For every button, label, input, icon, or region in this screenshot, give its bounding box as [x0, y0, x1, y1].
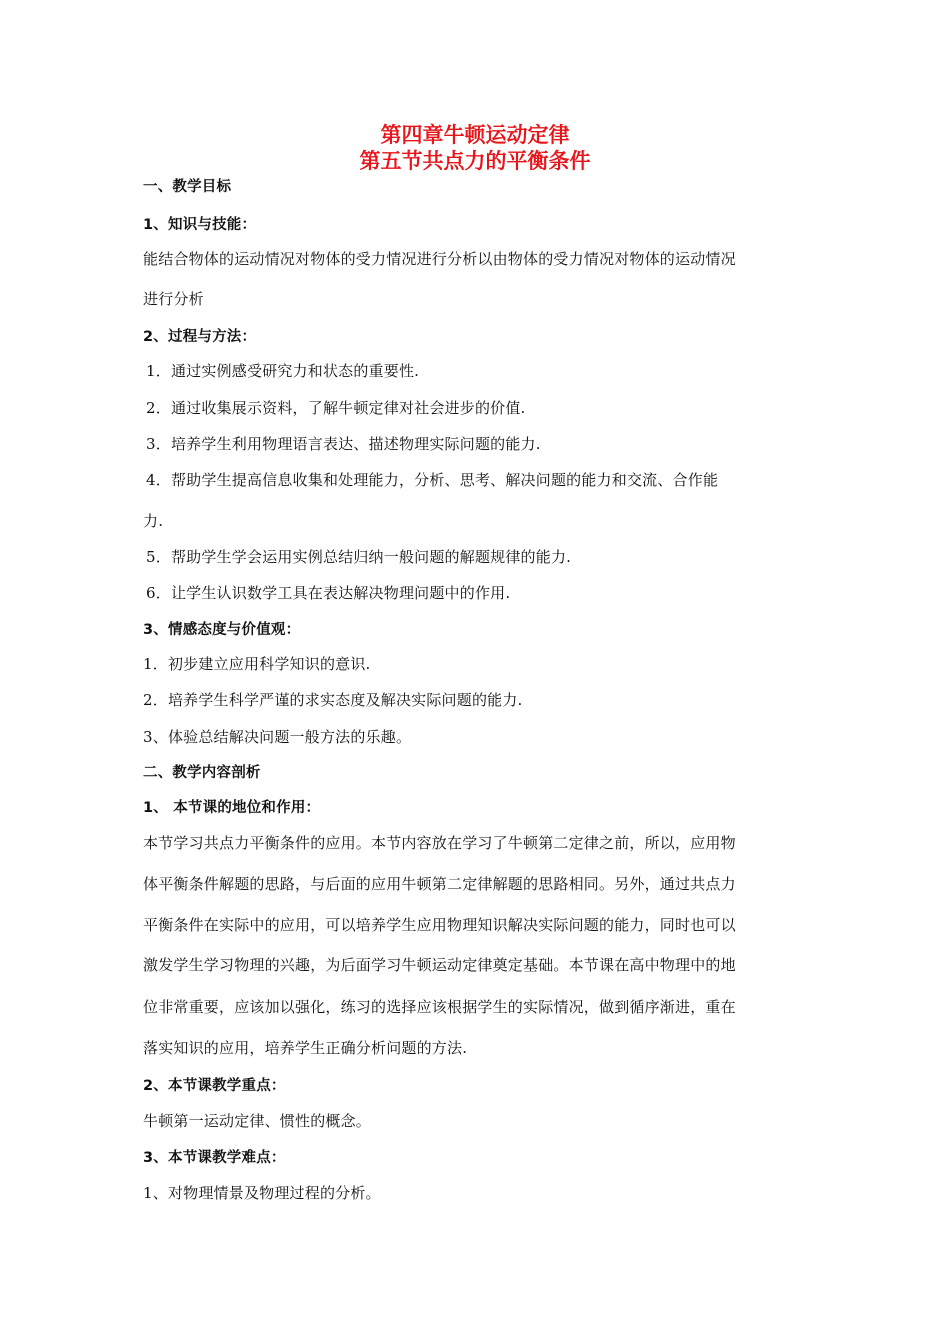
heading-emotion-values: 3、情感态度与价值观： [143, 622, 301, 638]
list-item: 3．培养学生利用物理语言表达、描述物理实际问题的能力. [146, 435, 541, 453]
list-item: 3、体验总结解决问题一般方法的乐趣。 [143, 728, 412, 746]
section-title: 第五节共点力的平衡条件 [359, 149, 591, 173]
paragraph-line: 激发学生学习物理的兴趣，为后面学习牛顿运动定律奠定基础。本节课在高中物理中的地 [143, 956, 736, 974]
heading-teaching-objectives: 一、教学目标 [143, 179, 232, 195]
list-item: 1．初步建立应用科学知识的意识. [143, 655, 371, 673]
paragraph-line: 1、对物理情景及物理过程的分析。 [143, 1184, 381, 1202]
paragraph-line: 落实知识的应用，培养学生正确分析问题的方法. [143, 1039, 468, 1057]
list-item-continuation: 力. [143, 512, 164, 530]
paragraph-line: 平衡条件在实际中的应用，可以培养学生应用物理知识解决实际问题的能力，同时也可以 [143, 916, 736, 934]
paragraph-line: 体平衡条件解题的思路，与后面的应用牛顿第二定律解题的思路相同。另外，通过共点力 [143, 875, 736, 893]
list-item: 2．培养学生科学严谨的求实态度及解决实际问题的能力. [143, 691, 523, 709]
paragraph-line: 位非常重要，应该加以强化，练习的选择应该根据学生的实际情况，做到循序渐进，重在 [143, 998, 736, 1016]
list-item: 6．让学生认识数学工具在表达解决物理问题中的作用. [146, 584, 511, 602]
heading-process-methods: 2、过程与方法： [143, 329, 257, 345]
heading-knowledge-skills: 1、知识与技能： [143, 217, 257, 233]
heading-content-analysis: 二、教学内容剖析 [143, 765, 261, 781]
list-item: 5．帮助学生学会运用实例总结归纳一般问题的解题规律的能力. [146, 548, 572, 566]
heading-difficulties: 3、本节课教学难点： [143, 1150, 286, 1166]
heading-role: 1、 本节课的地位和作用： [143, 800, 321, 816]
paragraph-line: 牛顿第一运动定律、惯性的概念。 [143, 1112, 372, 1130]
paragraph-line: 进行分析 [143, 290, 204, 308]
list-item: 4．帮助学生提高信息收集和处理能力，分析、思考、解决问题的能力和交流、合作能 [146, 471, 719, 489]
paragraph-line: 本节学习共点力平衡条件的应用。本节内容放在学习了牛顿第二定律之前，所以，应用物 [143, 834, 736, 852]
list-item: 1．通过实例感受研究力和状态的重要性. [146, 362, 420, 380]
heading-key-points: 2、本节课教学重点： [143, 1078, 286, 1094]
list-item: 2．通过收集展示资料，了解牛顿定律对社会进步的价值. [146, 399, 526, 417]
paragraph-line: 能结合物体的运动情况对物体的受力情况进行分析以由物体的受力情况对物体的运动情况 [143, 250, 736, 268]
chapter-title: 第四章牛顿运动定律 [380, 123, 570, 147]
